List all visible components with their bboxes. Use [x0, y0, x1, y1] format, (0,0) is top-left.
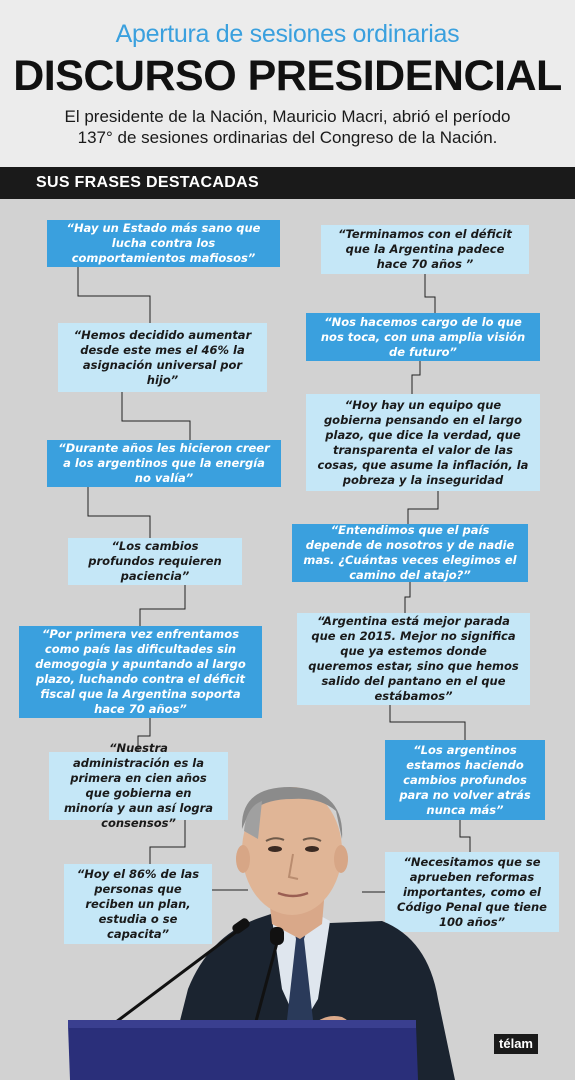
quote-14: “Hoy el 86% de las personas que reciben un plan, estudia o se capacita”	[64, 864, 212, 944]
telam-logo: télam	[494, 1034, 538, 1054]
section-bar-label: SUS FRASES DESTACADAS	[36, 174, 259, 191]
president-photo	[0, 199, 575, 1080]
quote-5: “Hoy hay un equipo que gobierna pensando en el largo plazo, que dice la verdad, que transparenta el valor de las cosas, que asume la inflación, la pobreza y la inseguridad	[306, 394, 540, 491]
section-bar	[0, 167, 575, 199]
lede-line-2: 137° de sesiones ordinarias del Congreso de la Nación.	[77, 128, 498, 147]
quote-10: “Por primera vez enfrentamos como país las dificultades sin demogogia y apuntando al largo plazo, luchando contra el déficit fiscal que la Argentina soporta hace 70 años”	[19, 626, 262, 718]
quote-12: “Nuestra administración es la primera en cien años que gobierna en minoría y aun así logra consensos”	[49, 752, 228, 820]
page-title: DISCURSO PRESIDENCIAL	[13, 52, 562, 100]
quote-7: “Entendimos que el país depende de nosotros y de nadie mas. ¿Cuántas veces elegimos el camino del atajo?”	[292, 524, 528, 582]
quote-6: “Durante años les hicieron creer a los argentinos que la energía no valía”	[47, 440, 281, 487]
lede	[20, 106, 555, 148]
quotes-panel	[0, 199, 575, 1080]
quote-3: “Hemos decidido aumentar desde este mes el 46% la asignación universal por hijo”	[58, 323, 267, 392]
quote-13: “Necesitamos que se aprueben reformas importantes, como el Código Penal que tiene 100 años”	[385, 852, 559, 932]
lede-line-1: El presidente de la Nación, Mauricio Macri, abrió el período	[64, 107, 511, 126]
quote-11: “Los argentinos estamos haciendo cambios profundos para no volver atrás nunca más”	[385, 740, 545, 820]
quote-1: “Hay un Estado más sano que lucha contra los comportamientos mafiosos”	[47, 220, 280, 267]
quote-4: “Nos hacemos cargo de lo que nos toca, con una amplia visión de futuro”	[306, 313, 540, 361]
header	[0, 0, 575, 165]
quote-8: “Los cambios profundos requieren paciencia”	[68, 538, 242, 585]
quote-2: “Terminamos con el déficit que la Argentina padece hace 70 años ”	[321, 225, 529, 274]
quote-9: “Argentina está mejor parada que en 2015. Mejor no significa que ya estemos donde queremos estar, sino que hemos salido del pantano en el que estábamos”	[297, 613, 530, 705]
subtitle: Apertura de sesiones ordinarias	[115, 20, 460, 48]
